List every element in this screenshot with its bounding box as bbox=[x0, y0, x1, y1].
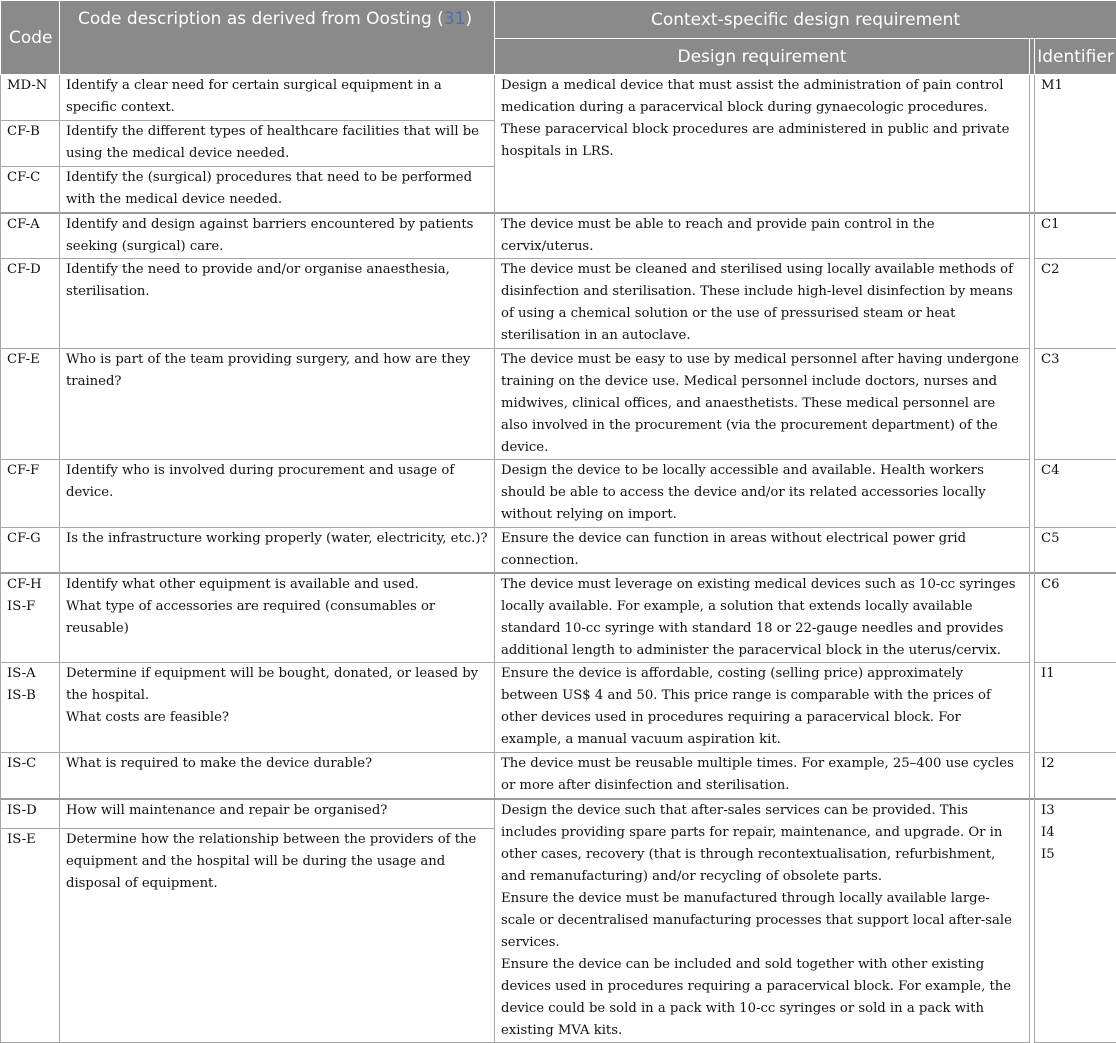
code-cell: MD-N bbox=[1, 75, 60, 121]
code-cell: CF-D bbox=[1, 258, 60, 348]
description-cell: Identify who is involved during procurement and usage of device. bbox=[60, 459, 495, 527]
identifier-cell: C5 bbox=[1035, 527, 1116, 573]
description-cell: Determine if equipment will be bought, donated, or leased by the hospital. What costs are feasible? bbox=[60, 663, 495, 753]
description-cell: Identify the different types of healthcare facilities that will be using the medical device needed. bbox=[60, 121, 495, 167]
description-cell: How will maintenance and repair be organised? bbox=[60, 799, 495, 829]
code-cell: CF-C bbox=[1, 167, 60, 213]
requirement-cell: The device must be reusable multiple times. For example, 25–400 use cycles or more after disinfection and sterilisation. bbox=[495, 753, 1030, 799]
code-cell: IS-E bbox=[1, 829, 60, 1042]
code-cell: CF-F bbox=[1, 459, 60, 527]
description-cell: Who is part of the team providing surgery, and how are they trained? bbox=[60, 348, 495, 459]
code-cell: CF-E bbox=[1, 348, 60, 459]
identifier-cell: C1 bbox=[1035, 213, 1116, 259]
code-cell: IS-D bbox=[1, 799, 60, 829]
table-row bbox=[1, 663, 1116, 753]
description-cell: Identify and design against barriers encountered by patients seeking (surgical) care. bbox=[60, 213, 495, 259]
requirement-cell: The device must leverage on existing medical devices such as 10-cc syringes locally available. For example, a solution that extends locally available standard 10-cc syringe with standard 18 or 22-gauge needles and provides additional length to administer the paracervical block in the uterus/cervix. bbox=[495, 573, 1030, 663]
reference-link[interactable]: 31 bbox=[444, 9, 466, 29]
code-cell: CF-A bbox=[1, 213, 60, 259]
header-code: Code bbox=[1, 1, 60, 75]
description-cell: Is the infrastructure working properly (water, electricity, etc.)? bbox=[60, 527, 495, 573]
table-row bbox=[1, 213, 1116, 259]
header-code-description: Code description as derived from Oosting (31) bbox=[60, 1, 495, 75]
code-cell: IS-C bbox=[1, 753, 60, 799]
identifier-cell: C3 bbox=[1035, 348, 1116, 459]
table-row bbox=[1, 573, 1116, 663]
requirement-cell: The device must be cleaned and sterilised using locally available methods of disinfection and sterilisation. These include high-level disinfection by means of using a chemical solution or the use of pressurised steam or heat sterilisation in an autoclave. bbox=[495, 258, 1030, 348]
requirement-cell: Design the device to be locally accessible and available. Health workers should be able to access the device and/or its related accessories locally without relying on import. bbox=[495, 459, 1030, 527]
table-row bbox=[1, 75, 1116, 121]
requirement-cell: The device must be easy to use by medical personnel after having undergone training on the device use. Medical personnel include doctors, nurses and midwives, clinical offices, and anaesthetists. These medical personnel are also involved in the procurement (via the procurement department) of the device. bbox=[495, 348, 1030, 459]
requirement-cell: The device must be able to reach and provide pain control in the cervix/uterus. bbox=[495, 213, 1030, 259]
header-context-requirement: Context-specific design requirement bbox=[495, 1, 1116, 39]
identifier-cell: I1 bbox=[1035, 663, 1116, 753]
identifier-cell: C4 bbox=[1035, 459, 1116, 527]
table-row bbox=[1, 348, 1116, 459]
table-row bbox=[1, 753, 1116, 799]
description-cell: Identify what other equipment is available and used. What type of accessories are required (consumables or reusable) bbox=[60, 573, 495, 663]
description-cell: Identify the (surgical) procedures that need to be performed with the medical device needed. bbox=[60, 167, 495, 213]
identifier-cell: M1 bbox=[1035, 75, 1116, 213]
identifier-cell: C2 bbox=[1035, 258, 1116, 348]
table-row bbox=[1, 258, 1116, 348]
description-cell: Determine how the relationship between the providers of the equipment and the hospital will be during the usage and disposal of equipment. bbox=[60, 829, 495, 1042]
requirement-cell: Ensure the device can function in areas without electrical power grid connection. bbox=[495, 527, 1030, 573]
identifier-cell: I2 bbox=[1035, 753, 1116, 799]
identifier-cell: I3 I4 I5 bbox=[1035, 799, 1116, 1043]
code-cell: CF-G bbox=[1, 527, 60, 573]
header-identifier: Identifier bbox=[1035, 39, 1116, 75]
code-cell: CF-H IS-F bbox=[1, 573, 60, 663]
requirement-cell: Design the device such that after-sales services can be provided. This includes providing spare parts for repair, maintenance, and upgrade. Or in other cases, recovery (that is through recontextualisation, refurbishment, and remanufacturing) and/or recycling of obsolete parts. Ensure the device must be manufactured through locally available large-scale or decentralised manufacturing processes that support local after-sale services. Ensure the device can be included and sold together with other existing devices used in procedures requiring a paracervical block. For example, the device could be sold in a pack with 10-cc syringes or sold in a pack with existing MVA kits. bbox=[495, 799, 1030, 1043]
code-cell: IS-A IS-B bbox=[1, 663, 60, 753]
code-cell: CF-B bbox=[1, 121, 60, 167]
requirement-cell: Design a medical device that must assist the administration of pain control medication during a paracervical block during gynaecologic procedures. These paracervical block procedures are administered in public and private hospitals in LRS. bbox=[495, 75, 1030, 213]
requirement-cell: Ensure the device is affordable, costing (selling price) approximately between US$ 4 and 50. This price range is comparable with the prices of other devices used in procedures requiring a paracervical block. For example, a manual vacuum aspiration kit. bbox=[495, 663, 1030, 753]
table-row bbox=[1, 527, 1116, 573]
description-cell: What is required to make the device durable? bbox=[60, 753, 495, 799]
header-design-requirement: Design requirement bbox=[495, 39, 1030, 75]
identifier-cell: C6 bbox=[1035, 573, 1116, 663]
description-cell: Identify the need to provide and/or organise anaesthesia, sterilisation. bbox=[60, 258, 495, 348]
table-row bbox=[1, 799, 1116, 829]
table-row bbox=[1, 459, 1116, 527]
description-cell: Identify a clear need for certain surgical equipment in a specific context. bbox=[60, 75, 495, 121]
